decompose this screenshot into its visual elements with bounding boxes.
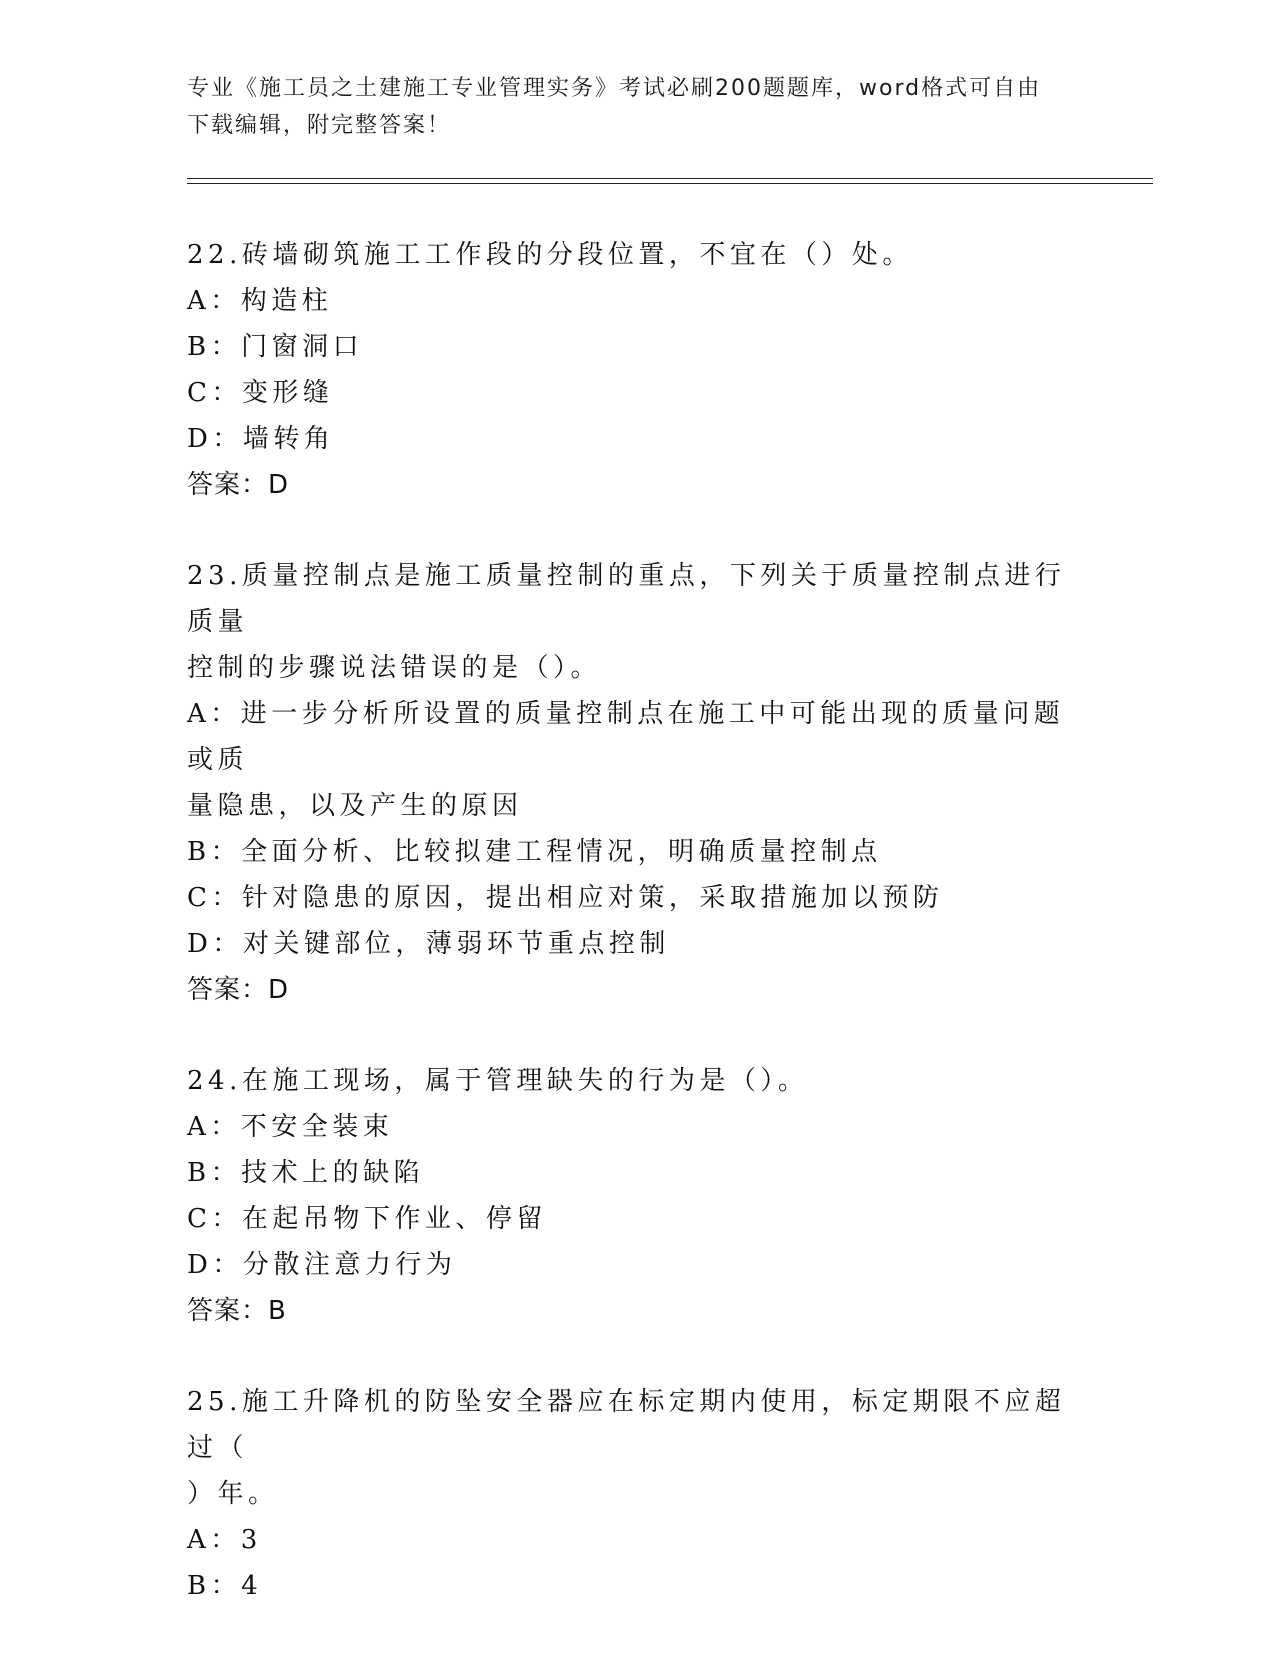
question-block: [187, 1379, 1087, 1609]
question-option: C：变形缝: [187, 378, 334, 408]
question-block: [187, 1058, 1087, 1334]
header-line: 专业《施工员之土建施工专业管理实务》考试必刷200题题库，word格式可自由: [187, 76, 1042, 101]
question-answer: 答案：D: [187, 470, 290, 500]
question-option: C：针对隐患的原因，提出相应对策，采取措施加以预防: [187, 883, 944, 913]
question-stem: 23.质量控制点是施工质量控制的重点，下列关于质量控制点进行质量: [187, 561, 1066, 637]
question-option: B：全面分析、比较拟建工程情况，明确质量控制点: [187, 837, 882, 867]
question-option: A：构造柱: [187, 286, 333, 316]
question-option: B：技术上的缺陷: [187, 1158, 425, 1188]
header-line: 下载编辑，附完整答案！: [187, 113, 452, 138]
question-option: D：分散注意力行为: [187, 1250, 457, 1280]
question-block: [187, 232, 1087, 508]
question-option: B：门窗洞口: [187, 332, 364, 362]
question-option: A：3: [187, 1525, 262, 1555]
document-header: [187, 70, 1087, 144]
question-stem: 24.在施工现场，属于管理缺失的行为是（）。: [187, 1066, 809, 1096]
question-list: [187, 232, 1087, 1654]
question-block: [187, 553, 1087, 1013]
question-answer: 答案：D: [187, 975, 290, 1005]
header-divider: [187, 183, 1153, 184]
question-option: A：不安全装束: [187, 1112, 394, 1142]
question-option: C：在起吊物下作业、停留: [187, 1204, 547, 1234]
question-option: 量隐患，以及产生的原因: [187, 791, 523, 821]
question-stem: ）年。: [187, 1479, 279, 1509]
header-divider: [187, 178, 1153, 179]
question-stem: 22.砖墙砌筑施工工作段的分段位置，不宜在（）处。: [187, 240, 913, 270]
question-stem: 控制的步骤说法错误的是（）。: [187, 653, 602, 683]
question-option: B：4: [187, 1571, 263, 1601]
question-answer: 答案：B: [187, 1296, 287, 1326]
question-option: A：进一步分析所设置的质量控制点在施工中可能出现的质量问题或质: [187, 699, 1065, 775]
question-stem: 25.施工升降机的防坠安全器应在标定期内使用，标定期限不应超过（: [187, 1387, 1066, 1463]
question-option: D：墙转角: [187, 424, 335, 454]
question-option: D：对关键部位，薄弱环节重点控制: [187, 929, 670, 959]
